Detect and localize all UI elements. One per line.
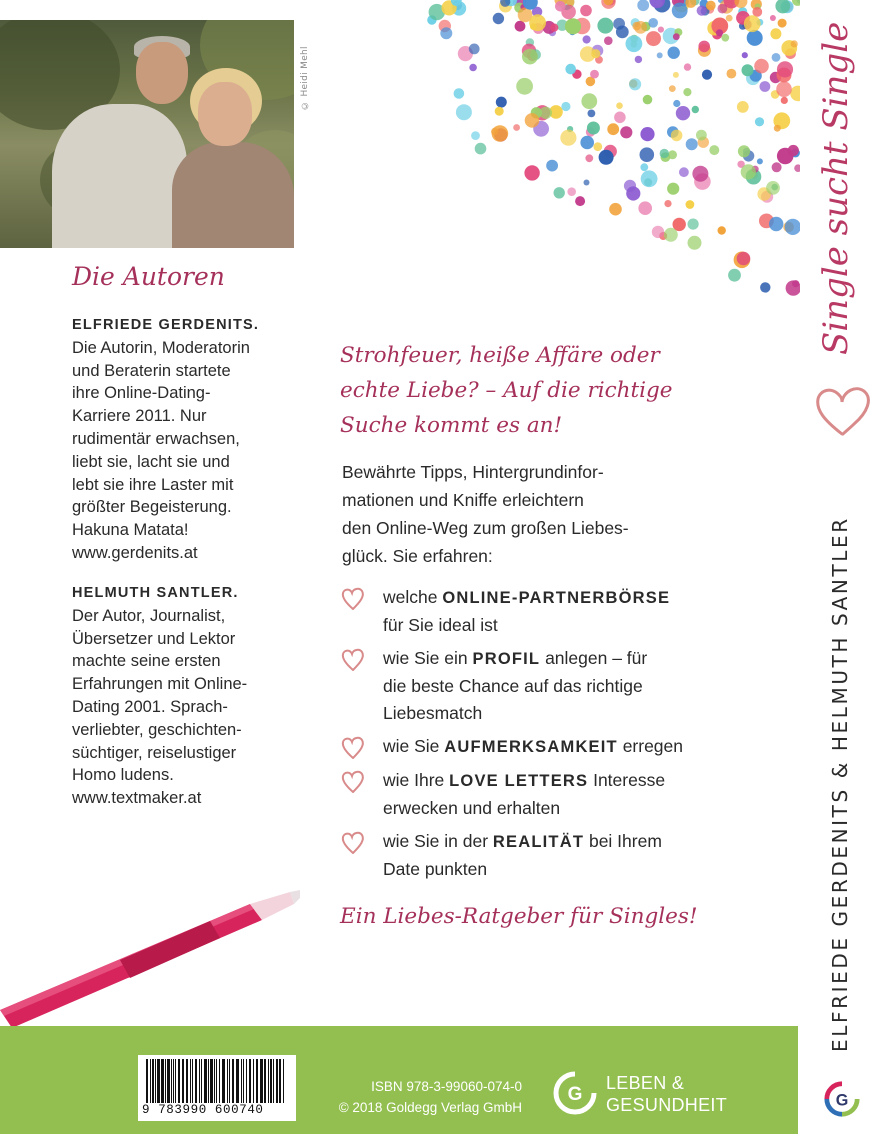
- confetti-dot: [620, 126, 632, 138]
- confetti-dot: [637, 0, 649, 11]
- barcode-bar: [236, 1059, 239, 1103]
- barcode-bar: [249, 1059, 251, 1103]
- confetti-dot: [567, 187, 576, 196]
- confetti-dot: [726, 15, 733, 22]
- confetti-dot: [747, 30, 763, 46]
- barcode-bar: [201, 1059, 202, 1103]
- confetti-dot: [792, 280, 799, 287]
- confetti-dot: [585, 154, 593, 162]
- confetti-dot: [440, 27, 452, 39]
- barcode-bar: [219, 1059, 220, 1103]
- confetti-dot: [770, 28, 781, 39]
- confetti-dot: [550, 24, 558, 32]
- isbn-block: [316, 1076, 522, 1118]
- bio-line: verliebter, geschichten-: [72, 720, 242, 739]
- confetti-dot: [738, 145, 750, 157]
- barcode-bar: [186, 1059, 188, 1103]
- confetti-dot: [657, 52, 663, 58]
- confetti-dot: [734, 0, 747, 8]
- confetti-dot: [554, 187, 565, 198]
- barcode-bar: [260, 1059, 263, 1103]
- confetti-dot: [716, 29, 723, 36]
- confetti-dot: [757, 158, 763, 164]
- barcode: [138, 1055, 296, 1121]
- confetti-dot: [590, 70, 599, 79]
- list-item: wie Ihre LOVE LETTERS Interesse erwecken und erhalten: [340, 767, 760, 822]
- confetti-dot: [766, 181, 780, 195]
- confetti-dot: [575, 196, 585, 206]
- confetti-dot: [616, 26, 629, 39]
- confetti-dot: [546, 160, 558, 172]
- confetti-dot: [721, 34, 729, 42]
- confetti-dot: [607, 123, 619, 135]
- barcode-bar: [199, 1059, 200, 1103]
- heart-icon: [812, 382, 872, 442]
- tagline: Strohfeuer, heiße Affäre oder echte Liebe? – Auf die richtige Suche kommt es an!: [340, 343, 673, 438]
- confetti-dot: [737, 252, 751, 266]
- barcode-bar: [165, 1059, 166, 1103]
- confetti-dot: [626, 35, 643, 52]
- confetti-dot: [530, 23, 537, 30]
- woman-figure: [172, 142, 294, 248]
- confetti-dot: [667, 183, 679, 195]
- bio-line: Homo ludens.: [72, 766, 174, 785]
- confetti-dot: [495, 107, 504, 116]
- confetti-dot: [640, 163, 648, 171]
- confetti-dot: [777, 61, 793, 77]
- confetti-dot: [609, 203, 622, 216]
- barcode-bar: [270, 1059, 272, 1103]
- barcode-bar: [229, 1059, 230, 1103]
- confetti-dot: [513, 124, 520, 131]
- bio-line: rudimentär erwachsen,: [72, 429, 240, 448]
- barcode-bar: [195, 1059, 197, 1103]
- confetti-dot: [471, 131, 480, 140]
- author-name: ELFRIEDE GERDENITS.: [72, 317, 260, 333]
- confetti-dot: [565, 64, 576, 75]
- confetti-dot: [638, 201, 652, 215]
- confetti-dot: [515, 21, 526, 32]
- isbn-number: ISBN 978-3-99060-074-0: [371, 1079, 522, 1094]
- confetti-dot: [772, 162, 782, 172]
- intro-text: Bewährte Tipps, Hintergrundinfor- mationen und Kniffe erleichtern den Online-Weg zum großen Liebes- glück. Sie erfahren:: [342, 462, 629, 566]
- confetti-dot: [709, 145, 719, 155]
- bio-line: Karriere 2011. Nur: [72, 407, 207, 426]
- confetti-dot: [671, 130, 683, 142]
- confetti-dot: [760, 282, 770, 292]
- confetti-dot: [772, 53, 781, 62]
- barcode-bar: [173, 1059, 174, 1103]
- barcode-bars: [144, 1059, 290, 1103]
- author-website[interactable]: www.textmaker.at: [72, 789, 202, 808]
- bio-line: Der Autor, Journalist,: [72, 606, 226, 625]
- confetti-dot: [626, 186, 640, 200]
- confetti-dot: [760, 81, 771, 92]
- confetti-dot: [683, 88, 691, 96]
- barcode-bar: [178, 1059, 180, 1103]
- confetti-dot: [692, 106, 699, 113]
- confetti-dot: [524, 165, 539, 180]
- confetti-dot: [454, 88, 465, 99]
- confetti-dot: [676, 106, 690, 120]
- confetti-dot: [660, 149, 669, 158]
- confetti-dot: [583, 35, 591, 43]
- confetti-dot: [741, 164, 756, 179]
- confetti-dot: [718, 226, 726, 234]
- confetti-dot: [728, 269, 741, 282]
- pen-illustration: [0, 890, 300, 1030]
- barcode-digits: 9 783990 600740: [142, 1103, 264, 1117]
- list-item: wie Sie in der REALITÄT bei Ihrem Date punkten: [340, 828, 760, 883]
- barcode-bar: [256, 1059, 258, 1103]
- confetti-dot: [718, 4, 728, 14]
- heart-bullet-icon: [340, 647, 366, 673]
- barcode-bar: [155, 1059, 156, 1103]
- barcode-bar: [222, 1059, 225, 1103]
- confetti-dot: [525, 113, 540, 128]
- confetti-dot: [673, 33, 680, 40]
- closing-slogan: Ein Liebes-Ratgeber für Singles!: [340, 904, 698, 929]
- heart-bullet-icon: [340, 586, 366, 612]
- confetti-dot: [737, 101, 749, 113]
- confetti-dot: [769, 217, 783, 231]
- confetti-dot: [593, 142, 602, 151]
- confetti-dot: [742, 52, 748, 58]
- author-photo: [0, 20, 294, 248]
- confetti-dot: [616, 102, 623, 109]
- bio-line: machte seine ersten: [72, 652, 221, 671]
- publisher-logo-icon: [823, 1080, 861, 1118]
- authors-heading: Die Autoren: [72, 262, 225, 291]
- barcode-bar: [171, 1059, 172, 1103]
- barcode-bar: [182, 1059, 184, 1103]
- confetti-dot: [781, 97, 788, 104]
- bio-line: liebt sie, lacht sie und: [72, 452, 230, 471]
- confetti-dot: [597, 18, 613, 34]
- confetti-dot: [744, 15, 761, 32]
- confetti-dot: [684, 63, 691, 70]
- barcode-bar: [276, 1059, 278, 1103]
- confetti-dot: [698, 41, 710, 53]
- confetti-dot: [640, 127, 654, 141]
- bio-line: Übersetzer und Lektor: [72, 629, 236, 648]
- confetti-dot: [785, 219, 800, 235]
- confetti-dot: [668, 47, 680, 59]
- barcode-bar: [192, 1059, 193, 1103]
- confetti-dot: [604, 36, 613, 45]
- confetti-dot: [686, 138, 698, 150]
- confetti-dot: [702, 70, 712, 80]
- confetti-dot: [664, 228, 678, 242]
- confetti-dot: [776, 81, 792, 97]
- bio-line: Dating 2001. Sprach-: [72, 697, 228, 716]
- confetti-dot: [652, 226, 664, 238]
- confetti-dot: [643, 95, 653, 105]
- barcode-bar: [190, 1059, 191, 1103]
- barcode-bar: [146, 1059, 148, 1103]
- confetti-dot: [475, 143, 487, 155]
- confetti-dot: [469, 44, 480, 55]
- barcode-bar: [283, 1059, 284, 1103]
- spine-authors: ELFRIEDE GERDENITS & HELMUTH SANTLER: [828, 516, 852, 1052]
- confetti-dot: [688, 219, 699, 230]
- bio-line: größter Begeisterung.: [72, 498, 232, 517]
- list-item: wie Sie ein PROFIL anlegen – für die beste Chance auf das richtige Liebesmatch: [340, 645, 760, 727]
- confetti-dot: [584, 180, 590, 186]
- confetti-dot: [588, 110, 596, 118]
- publisher-logo-icon: [552, 1070, 598, 1116]
- barcode-bar: [279, 1059, 281, 1103]
- confetti-dot: [668, 150, 677, 159]
- confetti-dot: [493, 13, 504, 24]
- confetti-dot: [697, 6, 707, 16]
- confetti-dot: [752, 7, 762, 17]
- man-figure: [52, 104, 187, 248]
- barcode-bar: [227, 1059, 228, 1103]
- barcode-bar: [243, 1059, 244, 1103]
- barcode-bar: [157, 1059, 160, 1103]
- barcode-bar: [253, 1059, 254, 1103]
- confetti-dot: [555, 1, 566, 12]
- confetti-dot: [673, 72, 679, 78]
- confetti-dot: [522, 49, 538, 65]
- confetti-dot: [629, 78, 641, 90]
- barcode-bar: [152, 1059, 154, 1103]
- confetti-dot: [561, 102, 570, 111]
- confetti-dot: [664, 200, 671, 207]
- confetti-dot: [580, 5, 592, 17]
- confetti-dot: [658, 27, 664, 33]
- confetti-dot: [706, 1, 716, 11]
- author-bio-santler: [72, 582, 294, 810]
- confetti-dot: [755, 117, 764, 126]
- barcode-bar: [150, 1059, 151, 1103]
- barcode-bar: [161, 1059, 164, 1103]
- confetti-dot: [742, 64, 754, 76]
- list-item: welche ONLINE-PARTNERBÖRSE für Sie ideal ist: [340, 584, 760, 639]
- barcode-bar: [210, 1059, 213, 1103]
- barcode-bar: [241, 1059, 242, 1103]
- bio-line: lebt sie ihre Laster mit: [72, 475, 234, 494]
- confetti-dot: [560, 130, 576, 146]
- confetti-dot: [791, 40, 798, 47]
- confetti-dot: [492, 125, 509, 142]
- author-name: HELMUTH SANTLER.: [72, 585, 239, 601]
- bio-line: und Beraterin startete: [72, 361, 231, 380]
- bio-line: Hakuna Matata!: [72, 521, 189, 540]
- confetti-dot: [599, 150, 614, 165]
- confetti-dot: [587, 122, 600, 135]
- svg-text:G: G: [567, 1084, 583, 1105]
- confetti-dot: [778, 19, 787, 28]
- confetti-dot: [646, 31, 661, 46]
- author-website[interactable]: www.gerdenits.at: [72, 543, 198, 562]
- bio-line: süchtiger, reiselustiger: [72, 743, 237, 762]
- confetti-dot: [794, 164, 800, 172]
- confetti-dot: [774, 125, 781, 132]
- photo-credit: © Heidi Mehl: [300, 46, 310, 110]
- barcode-bar: [273, 1059, 274, 1103]
- confetti-dot: [634, 21, 647, 34]
- confetti-dot: [565, 18, 581, 34]
- confetti-dot: [696, 130, 707, 141]
- confetti-dot: [679, 167, 689, 177]
- confetti-dot: [496, 97, 507, 108]
- barcode-bar: [204, 1059, 207, 1103]
- barcode-bar: [214, 1059, 215, 1103]
- confetti-dot: [692, 166, 708, 182]
- confetti-dot: [469, 64, 477, 72]
- confetti-dot: [669, 85, 676, 92]
- confetti-dot: [788, 145, 799, 156]
- confetti-dot: [673, 100, 680, 107]
- barcode-bar: [268, 1059, 269, 1103]
- copyright: © 2018 Goldegg Verlag GmbH: [338, 1100, 522, 1115]
- confetti-dot: [516, 78, 533, 95]
- confetti-dot: [591, 49, 600, 58]
- heart-bullet-icon: [340, 735, 366, 761]
- barcode-bar: [167, 1059, 170, 1103]
- confetti-dot: [614, 112, 626, 124]
- confetti-dot: [648, 18, 658, 28]
- bio-line: ihre Online-Dating-: [72, 384, 211, 403]
- barcode-bar: [264, 1059, 266, 1103]
- confetti-dot: [686, 200, 695, 209]
- benefit-list: [340, 584, 760, 889]
- confetti-dot: [688, 236, 702, 250]
- barcode-bar: [208, 1059, 209, 1103]
- confetti-decoration: [380, 0, 800, 300]
- confetti-dot: [770, 15, 776, 21]
- barcode-bar: [175, 1059, 176, 1103]
- confetti-dot: [641, 170, 658, 187]
- publisher-name: LEBEN & GESUNDHEIT: [606, 1073, 728, 1115]
- barcode-bar: [216, 1059, 217, 1103]
- confetti-dot: [580, 136, 594, 150]
- heart-bullet-icon: [340, 769, 366, 795]
- bio-line: Die Autorin, Moderatorin: [72, 338, 250, 357]
- confetti-dot: [754, 59, 769, 74]
- confetti-dot: [635, 56, 642, 63]
- confetti-dot: [640, 147, 655, 162]
- svg-text:G: G: [835, 1091, 849, 1110]
- confetti-dot: [672, 3, 688, 19]
- confetti-dot: [581, 93, 597, 109]
- barcode-bar: [232, 1059, 234, 1103]
- author-bio-gerdenits: [72, 314, 294, 565]
- heart-bullet-icon: [340, 830, 366, 856]
- barcode-bar: [246, 1059, 247, 1103]
- confetti-dot: [456, 104, 472, 120]
- list-item: wie Sie AUFMERKSAMKEIT erregen: [340, 733, 760, 761]
- spine-title: Single sucht Single: [816, 21, 856, 355]
- confetti-dot: [727, 69, 737, 79]
- bio-line: Erfahrungen mit Online-: [72, 675, 248, 694]
